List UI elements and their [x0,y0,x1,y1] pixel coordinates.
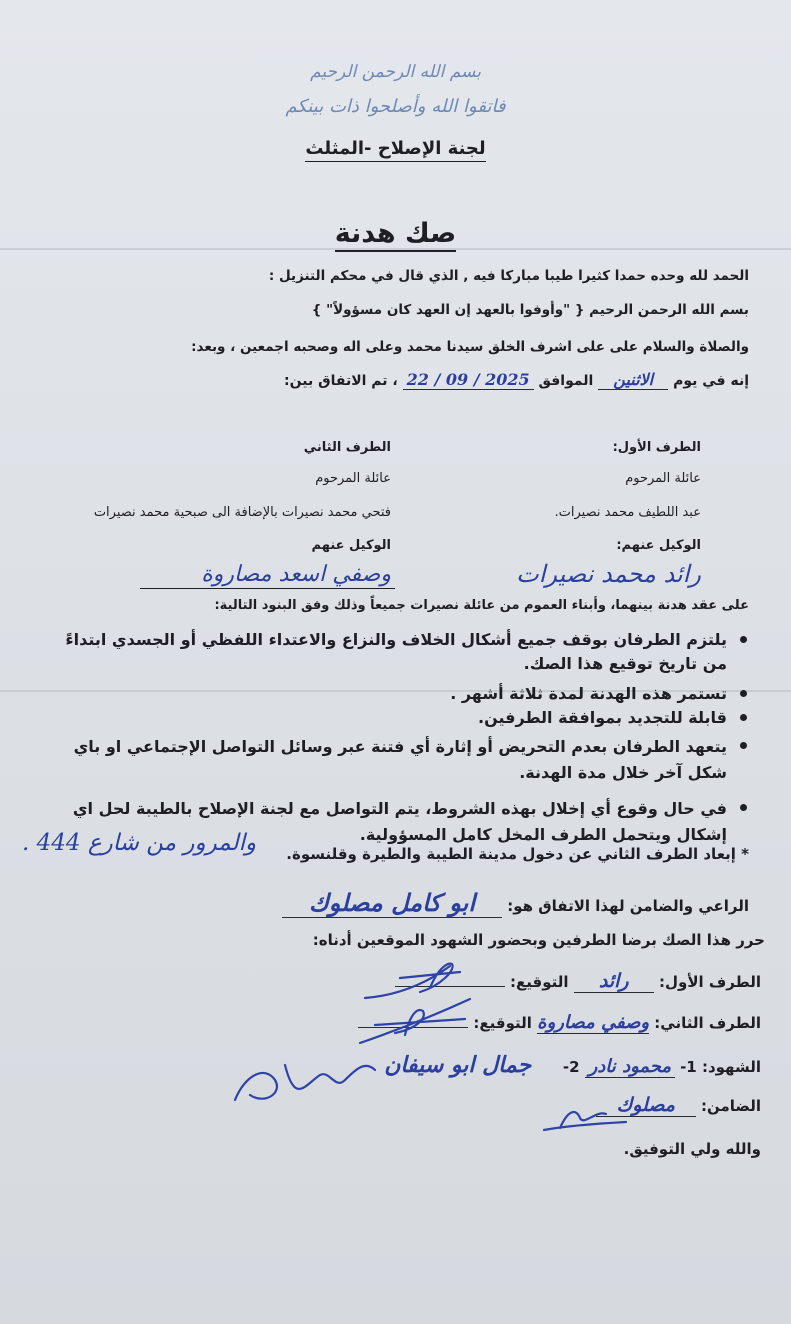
party2-name: فتحي محمد نصيرات بالإضافة الى صبحية محمد نصيرات [93,505,391,520]
intro-line-2: بسم الله الرحمن الرحيم { "وأوفوا بالعهد إن العهد كان مسؤولاً" } [311,302,749,318]
party2-agent-handwritten: وصفي اسعد مصاروة [201,562,391,587]
closing-text: والله ولي التوفيق. [623,1140,761,1158]
party1-heading: الطرف الأول: [612,440,701,455]
party2-sign-label: الطرف الثاني: [654,1014,761,1032]
sign-label: التوقيع: [510,973,569,991]
party2-sign-name: وصفي مصاروة [537,1012,650,1033]
guarantor-signature-scribble [540,1100,630,1140]
clause-item: تستمر هذه الهدنة لمدة ثلاثة أشهر . [50,682,727,706]
agreement-intro: على عقد هدنة بينهما، وأبناء العموم من عائلة نصيرات جميعاً وذلك وفق البنود التالية: [214,598,749,613]
witness1-handwritten: محمود نادر [585,1056,675,1078]
agreement-date-line [284,370,749,390]
date-prefix: إنه في يوم [673,373,749,389]
guarantor-sign-label: الضامن: [701,1097,761,1115]
party1-family: عائلة المرحوم [625,471,701,486]
sign-label: التوقيع: [473,1014,532,1032]
date-mid: الموافق [538,373,594,389]
committee-name: لجنة الإصلاح -المثلث [305,138,485,162]
clause-item: يتعهد الطرفان بعدم التحريض أو إثارة أي فتنة عبر وسائل التواصل الإجتماعي او باي شكل آخر خلال مدة الهدنة. [50,734,727,786]
guarantor-line [282,888,749,918]
exclusion-handwritten: والمرور من شارع 444 . [22,830,257,856]
party1-name: عبد اللطيف محمد نصيرات. [554,505,701,520]
guarantor-sign-handwritten: مصلوك [596,1094,696,1117]
guarantor-handwritten: ابو كامل مصلوك [282,888,502,918]
intro-line-3: والصلاة والسلام على على اشرف الخلق سيدنا محمد وعلى اله وصحبه اجمعين ، وبعد: [191,339,749,355]
witnesses-line [358,1052,761,1078]
party2-family: عائلة المرحوم [315,471,391,486]
witness2-label: 2- [562,1058,580,1076]
party2-agent-underline [140,588,395,589]
witness2-signature-scribble [225,1045,385,1115]
date-suffix: ، تم الاتفاق بين: [284,373,398,389]
guarantor-line-label: الراعي والضامن لهذا الاتفاق هو: [507,897,749,915]
party1-agent-handwritten: رائد محمد نصيرات [516,560,701,588]
clause-item: يلتزم الطرفان بوقف جميع أشكال الخلاف والنزاع والاعتداء اللفظي أو الجسدي ابتداءً من تاريخ توقيع هذا الصك. [50,628,727,676]
party2-agent-label: الوكيل عنهم [311,538,391,553]
document-title: صك هدنة [335,218,456,252]
clause-item: قابلة للتجديد بموافقة الطرفين. [50,706,727,730]
clause-item: في حال وقوع أي إخلال بهذه الشروط، يتم التواصل مع لجنة الإصلاح بالطيبة لحل اي إشكال ويتحمل الطرف المخل كامل المسؤولية. [50,796,727,848]
basmala-header: بسم الله الرحمن الرحيم [310,62,481,82]
date-field: 22 / 09 / 2025 [403,370,534,390]
witnesses-label: الشهود: 1- [680,1058,761,1076]
witness2-handwritten: جمال ابو سيفان [384,1052,532,1078]
party2-heading: الطرف الثاني [303,440,391,455]
party1-sign-name: رائد [574,970,654,993]
drafted-statement: حرر هذا الصك برضا الطرفين وبحضور الشهود الموقعين أدناه: [312,931,765,949]
party1-agent-label: الوكيل عنهم: [616,538,701,553]
party1-sign-label: الطرف الأول: [658,973,761,991]
intro-line-1: الحمد لله وحده حمدا كثيرا طيبا مباركا فيه , الذي قال في محكم التنزيل : [268,268,749,284]
clauses-list [50,628,749,848]
day-field: الاثنين [598,370,668,390]
exclusion-printed: * إبعاد الطرف الثاني عن دخول مدينة الطيبة والطيرة وقلنسوة. [286,845,749,863]
party2-signature-scribble [355,995,475,1050]
quran-verse: فاتقوا الله وأصلحوا ذات بينكم [285,96,506,117]
